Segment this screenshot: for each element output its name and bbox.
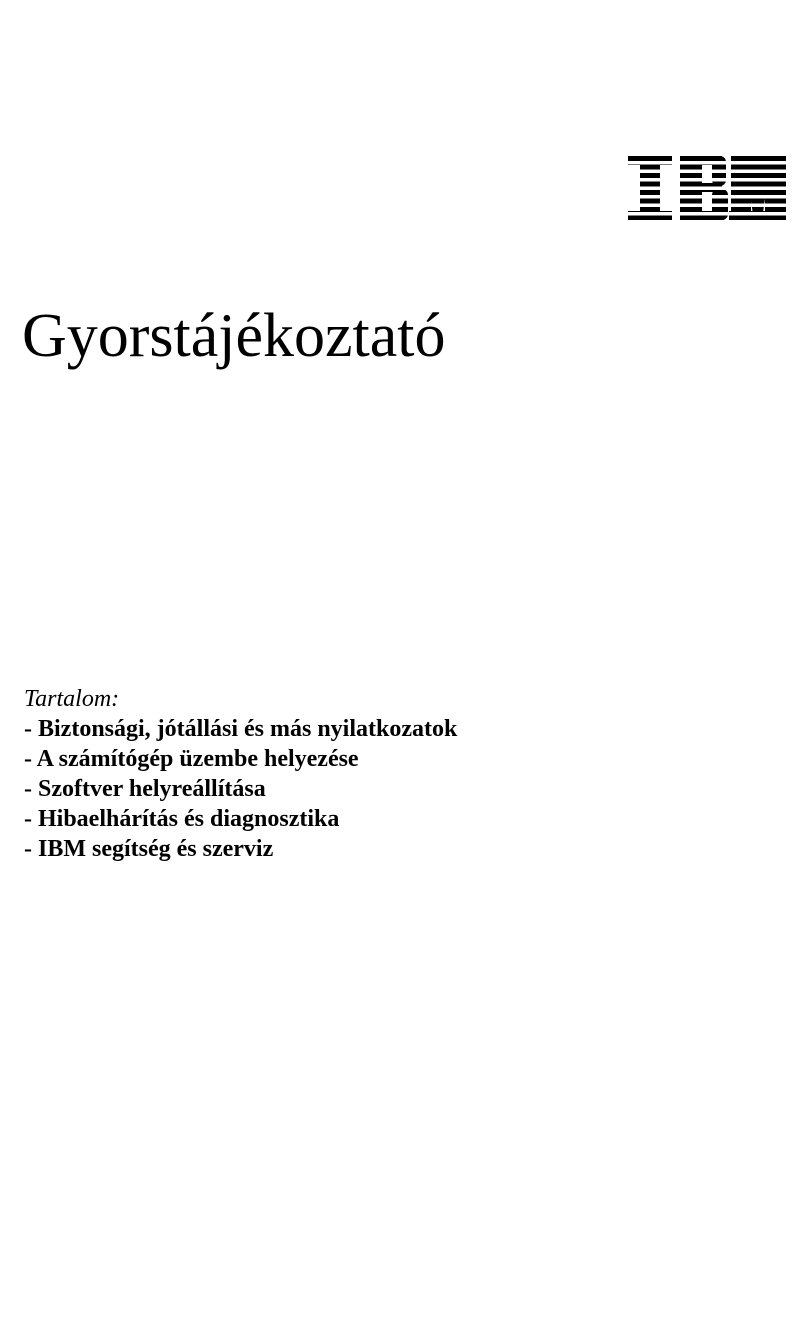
list-item: - A számítógép üzembe helyezése	[24, 746, 359, 772]
list-item: - IBM segítség és szerviz	[24, 836, 274, 862]
list-item: - Biztonsági, jótállási és más nyilatkozatok	[24, 716, 458, 742]
ibm-logo	[628, 156, 786, 220]
contents-list	[24, 714, 724, 864]
document-title: Gyorstájékoztató	[22, 302, 446, 370]
contents-heading: Tartalom:	[24, 686, 120, 712]
contents-section	[24, 684, 724, 864]
list-item: - Szoftver helyreállítása	[24, 776, 266, 802]
list-item: - Hibaelhárítás és diagnosztika	[24, 806, 340, 832]
